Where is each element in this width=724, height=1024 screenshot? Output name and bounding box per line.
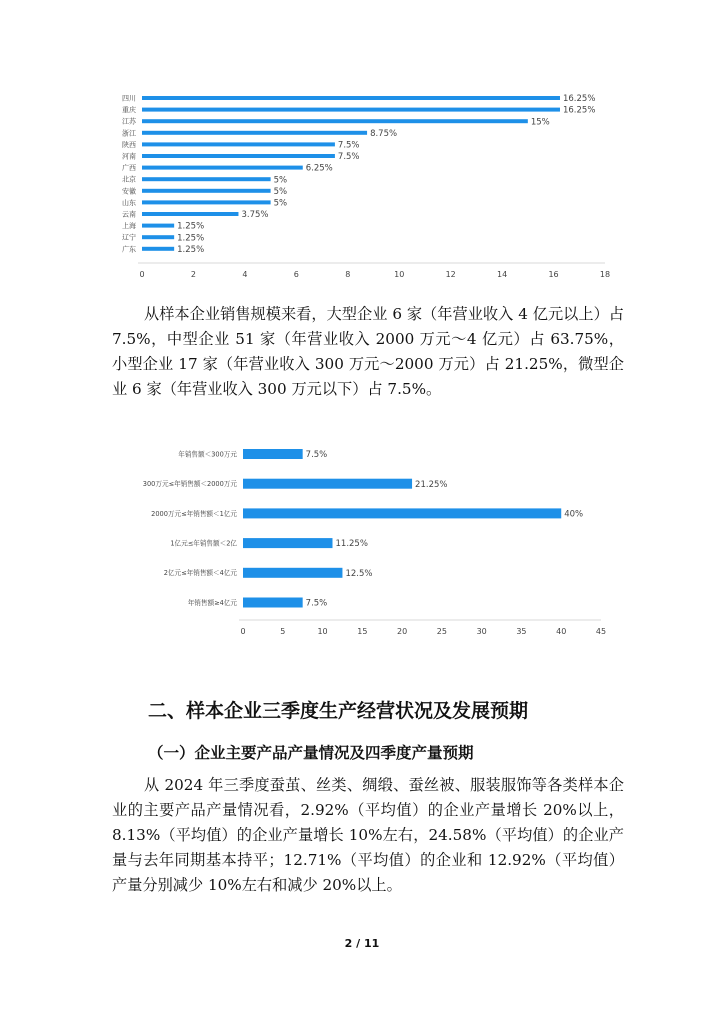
x-tick-label: 12 — [445, 270, 456, 279]
category-label: 2000万元≤年销售额＜1亿元 — [151, 509, 237, 518]
x-tick-label: 45 — [595, 627, 607, 636]
province-distribution-chart — [112, 86, 617, 278]
category-label: 300万元≤年销售额＜2000万元 — [142, 480, 237, 489]
data-label: 3.75% — [241, 210, 269, 221]
x-tick-label: 35 — [516, 627, 527, 636]
x-tick-label: 10 — [317, 627, 328, 636]
province-bar-chart-svg — [112, 86, 617, 278]
bar — [142, 177, 271, 181]
data-label: 7.5% — [305, 598, 328, 609]
x-tick-label: 15 — [357, 627, 368, 636]
x-tick-label: 5 — [280, 627, 286, 636]
bar — [243, 479, 412, 489]
category-label: 上海 — [122, 222, 136, 231]
sales-scale-paragraph: 从样本企业销售规模来看，大型企业 6 家（年营业收入 4 亿元以上）占 7.5%，中型企业 51 家（年营业收入 2000 万元～4 亿元）占 63.75%，小型企业 17 家（年营业收入 300 万元～2000 万元）占 21.25%，微型企业 6 家（年营业收入 300 万元以下）占 7.5%。 — [112, 305, 624, 398]
bar — [142, 119, 528, 123]
bar — [243, 568, 342, 578]
x-tick-label: 16 — [548, 270, 559, 279]
sales-scale-bar-chart-svg — [112, 440, 617, 640]
bar — [142, 212, 238, 216]
production-paragraph: 从 2024 年三季度蚕茧、丝类、绸缎、蚕丝被、服装服饰等各类样本企业的主要产品产量情况看，2.92%（平均值）的企业产量增长 20%以上，8.13%（平均值）的企业产量增长 10%左右，24.58%（平均值）的企业产量与去年同期基本持平；12.71%（平均值）的企业和 12.92%（平均值）产量分别减少 10%左右和减少 20%以上。 — [112, 776, 624, 894]
category-label: 浙江 — [122, 129, 136, 138]
x-tick-label: 14 — [497, 270, 508, 279]
data-label: 1.25% — [177, 221, 205, 232]
data-label: 11.25% — [335, 539, 368, 550]
bar — [243, 508, 561, 518]
bar — [142, 142, 335, 146]
category-label: 1亿元≤年销售额＜2亿 — [170, 539, 237, 548]
bar — [142, 200, 271, 204]
x-tick-label: 10 — [394, 270, 405, 279]
bar — [142, 96, 560, 100]
sales-scale-chart — [112, 440, 617, 640]
category-label: 2亿元≤年销售额＜4亿元 — [163, 569, 237, 578]
bar — [142, 154, 335, 158]
category-label: 云南 — [122, 210, 136, 219]
bar — [243, 538, 333, 548]
x-tick-label: 20 — [397, 627, 408, 636]
bar — [142, 131, 367, 135]
x-tick-label: 25 — [436, 627, 447, 636]
section-heading: 二、样本企业三季度生产经营状况及发展预期 — [148, 700, 529, 722]
category-label: 安徽 — [122, 187, 136, 196]
category-label: 广东 — [122, 245, 136, 254]
data-label: 5% — [273, 198, 288, 209]
category-label: 江苏 — [122, 117, 136, 126]
x-tick-label: 6 — [293, 270, 299, 279]
x-tick-label: 2 — [190, 270, 196, 279]
bar — [142, 235, 174, 239]
x-tick-label: 30 — [476, 627, 487, 636]
x-tick-label: 4 — [242, 270, 248, 279]
category-label: 广西 — [122, 164, 136, 173]
category-label: 陕西 — [122, 140, 136, 149]
x-tick-label: 40 — [556, 627, 567, 636]
data-label: 5% — [273, 186, 288, 197]
data-label: 12.5% — [345, 568, 373, 579]
category-label: 山东 — [122, 198, 136, 207]
category-label: 四川 — [122, 94, 136, 103]
bar — [142, 189, 271, 193]
data-label: 7.5% — [337, 140, 360, 151]
category-label: 辽宁 — [122, 233, 136, 242]
category-label: 年销售额＜300万元 — [178, 450, 237, 459]
bar — [243, 598, 303, 608]
category-label: 重庆 — [122, 106, 136, 115]
bar — [142, 166, 303, 170]
x-tick-label: 8 — [345, 270, 351, 279]
bar — [142, 224, 174, 228]
category-label: 年销售额≥4亿元 — [187, 598, 237, 607]
data-label: 21.25% — [415, 479, 448, 490]
data-label: 7.5% — [305, 450, 328, 461]
data-label: 7.5% — [337, 152, 360, 163]
subsection-heading: （一）企业主要产品产量情况及四季度产量预期 — [148, 743, 474, 762]
category-label: 北京 — [122, 175, 136, 184]
data-label: 1.25% — [177, 244, 205, 255]
data-label: 8.75% — [370, 128, 398, 139]
data-label: 16.25% — [562, 105, 596, 116]
bar — [142, 247, 174, 251]
data-label: 15% — [530, 117, 550, 128]
data-label: 1.25% — [177, 233, 205, 244]
bar — [142, 108, 560, 112]
x-tick-label: 18 — [599, 270, 611, 279]
page-number: 2 / 11 — [344, 937, 380, 950]
bar — [243, 449, 303, 459]
category-label: 河南 — [122, 152, 136, 161]
x-tick-label: 0 — [139, 270, 145, 279]
data-label: 16.25% — [562, 94, 596, 105]
data-label: 40% — [564, 509, 584, 520]
x-tick-label: 0 — [240, 627, 246, 636]
data-label: 5% — [273, 175, 288, 186]
data-label: 6.25% — [305, 163, 333, 174]
